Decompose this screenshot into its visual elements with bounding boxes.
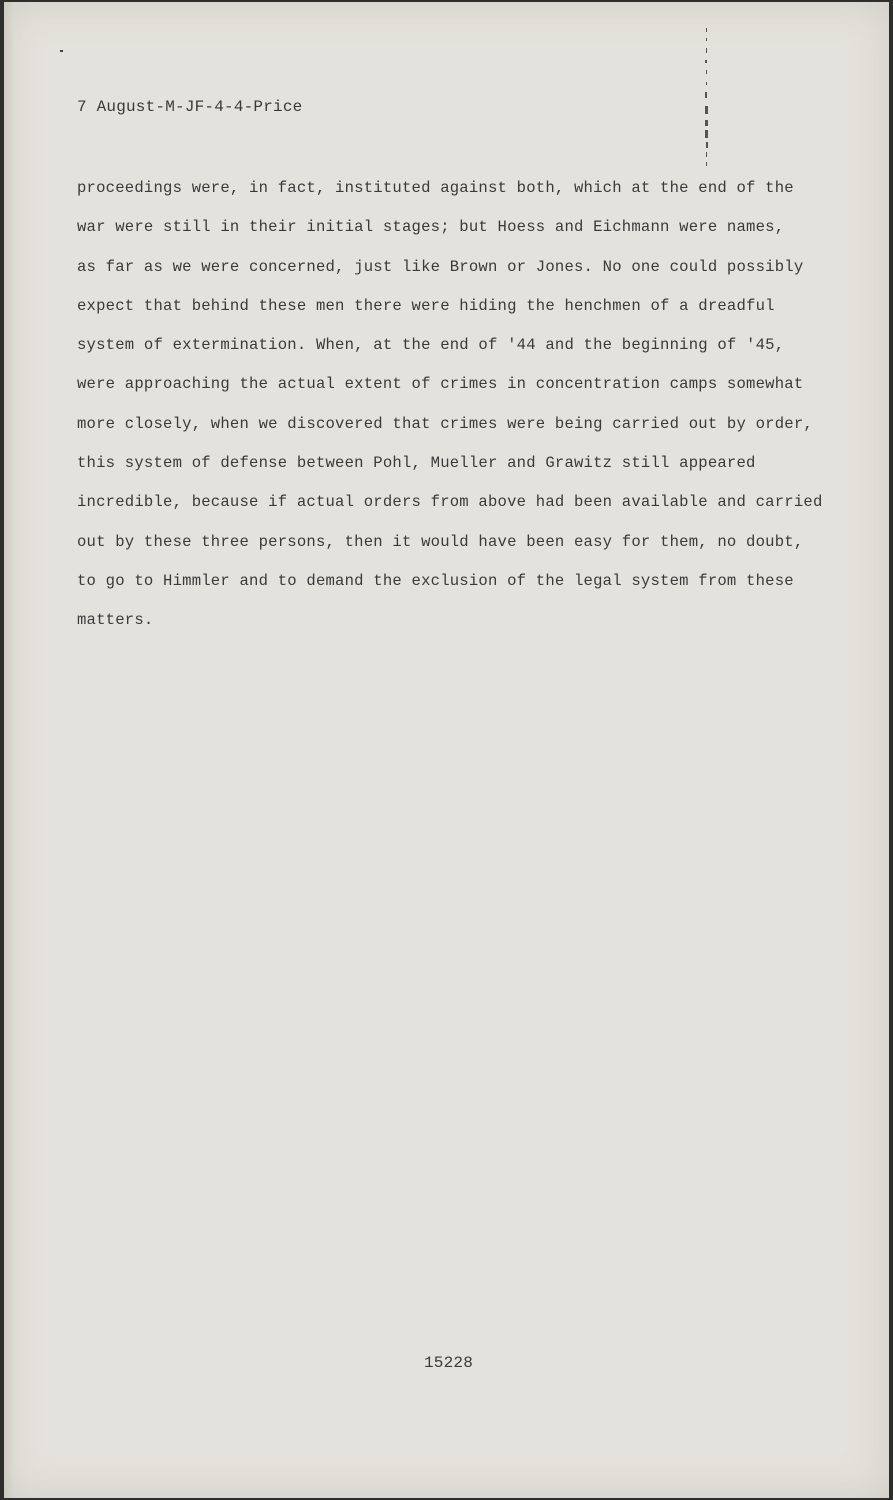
page-number: 15228	[424, 1354, 474, 1372]
text-line: system of extermination. When, at the end of '44 and the beginning of '45,	[77, 336, 785, 355]
text-line: more closely, when we discovered that crimes were being carried out by order,	[77, 414, 813, 433]
text-line: matters.	[77, 611, 154, 630]
text-line: this system of defense between Pohl, Mueller and Grawitz still appeared	[77, 454, 756, 473]
text-line: as far as we were concerned, just like Brown or Jones. No one could possibly	[77, 257, 804, 276]
paper-edge-shadow	[4, 2, 14, 1498]
text-line: to go to Himmler and to demand the exclusion of the legal system from these	[77, 571, 794, 590]
body-text	[77, 172, 847, 644]
document-header: 7 August-M-JF-4-4-Price	[77, 98, 303, 116]
text-line: were approaching the actual extent of crimes in concentration camps somewhat	[77, 375, 804, 394]
text-line: expect that behind these men there were hiding the henchmen of a dreadful	[77, 296, 775, 315]
document-page	[4, 2, 889, 1498]
text-line: war were still in their initial stages; but Hoess and Eichmann were names,	[77, 218, 785, 237]
text-line: incredible, because if actual orders from above had been available and carried	[77, 493, 823, 512]
text-line: proceedings were, in fact, instituted against both, which at the end of the	[77, 179, 794, 197]
margin-ink-marks	[703, 26, 711, 176]
text-line: out by these three persons, then it would have been easy for them, no doubt,	[77, 532, 804, 551]
stray-ink-dot	[60, 50, 63, 52]
